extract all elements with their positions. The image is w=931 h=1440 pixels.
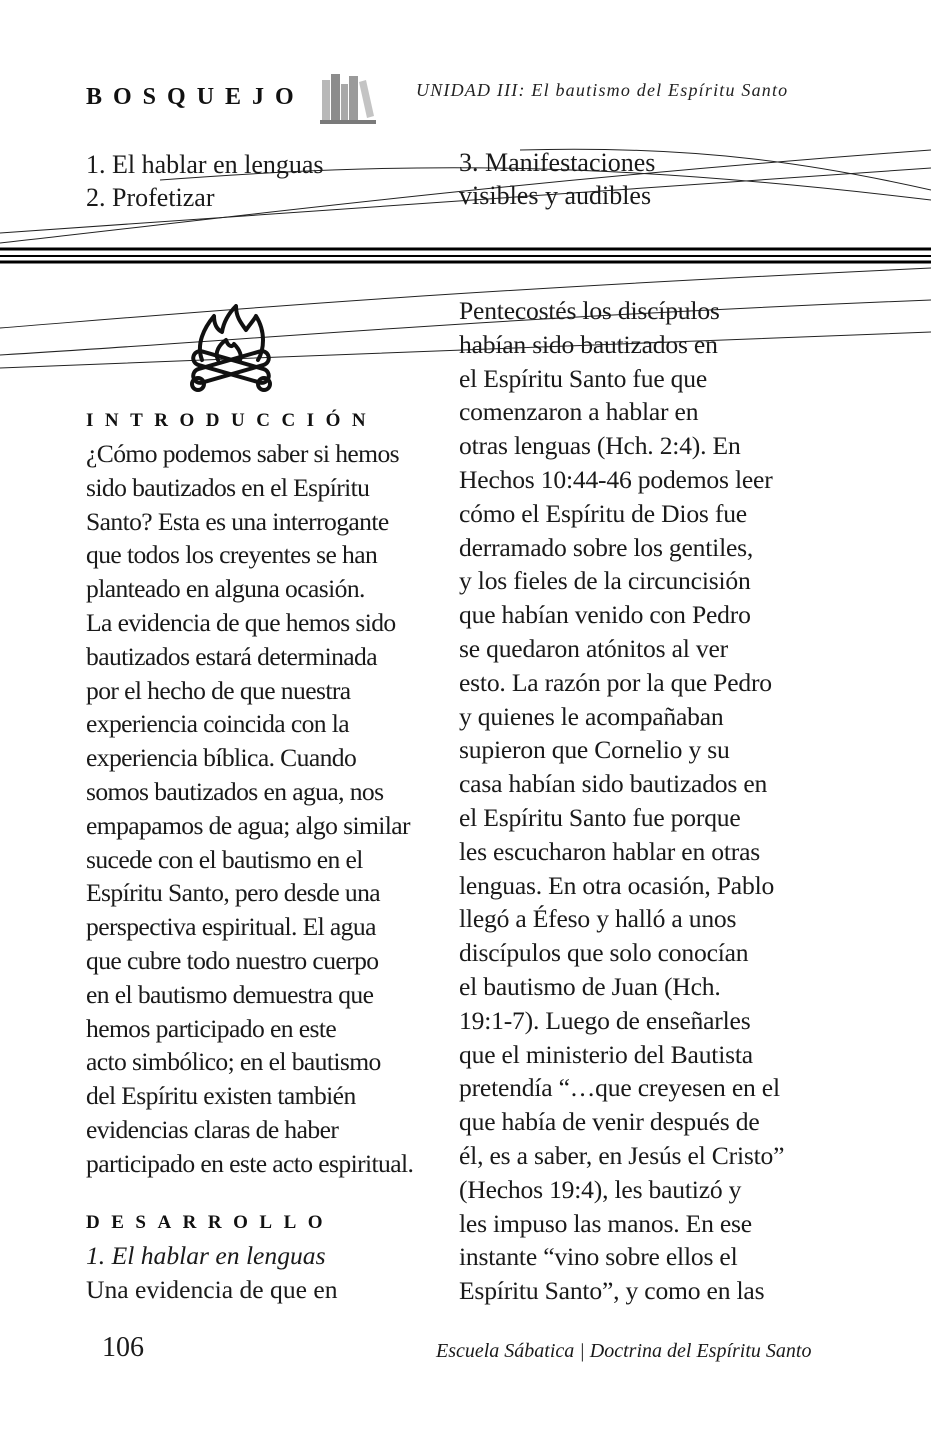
text-line: Una evidencia de que en	[86, 1275, 338, 1304]
text-line: que había de venir después de	[459, 1107, 760, 1137]
outline-left	[86, 148, 324, 214]
text-line: habían sido bautizados en	[459, 329, 718, 359]
text-line: el Espíritu Santo fue que	[459, 363, 708, 393]
campfire-icon	[184, 304, 278, 396]
text-line: él, es a saber, en Jesús el Cristo”	[459, 1140, 785, 1170]
text-line: Espíritu Santo”, y como en las	[459, 1276, 765, 1306]
text-line: somos bautizados en agua, nos	[86, 776, 384, 806]
text-line: (Hechos 19:4), les bautizó y	[459, 1174, 742, 1204]
text-line: Espíritu Santo, pero desde una	[86, 878, 381, 908]
text-line: empapamos de agua; algo similar	[86, 810, 410, 840]
text-line: en el bautismo demuestra que	[86, 979, 374, 1009]
outline-item: 2. Profetizar	[86, 183, 215, 212]
text-line: Santo? Esta es una interrogante	[86, 506, 389, 536]
text-line: les impuso las manos. En ese	[459, 1208, 752, 1238]
text-line: 19:1-7). Luego de enseñarles	[459, 1005, 751, 1035]
text-line: el bautismo de Juan (Hch.	[459, 971, 721, 1001]
text-line: evidencias claras de haber	[86, 1114, 339, 1144]
text-line: que cubre todo nuestro cuerpo	[86, 945, 379, 975]
text-line: se quedaron atónitos al ver	[459, 633, 728, 663]
text-line: experiencia coincida con la	[86, 709, 350, 739]
text-line: que el ministerio del Bautista	[459, 1039, 753, 1069]
page-number: 106	[102, 1332, 144, 1363]
outline-right	[459, 146, 655, 212]
text-line: sido bautizados en el Espíritu	[86, 472, 370, 502]
text-line: acto simbólico; en el bautismo	[86, 1047, 381, 1077]
text-line: que habían venido con Pedro	[459, 600, 751, 630]
development-body	[86, 1273, 338, 1307]
text-line: y los fieles de la circuncisión	[459, 566, 751, 596]
introduction-title: INTRODUCCIÓN	[86, 410, 378, 431]
text-line: lenguas. En otra ocasión, Pablo	[459, 870, 775, 900]
text-line: por el hecho de que nuestra	[86, 675, 351, 705]
text-line: participado en este acto espiritual.	[86, 1148, 414, 1178]
text-line: bautizados estará determinada	[86, 641, 377, 671]
text-line: perspectiva espiritual. El agua	[86, 912, 376, 942]
text-line: otras lenguas (Hch. 2:4). En	[459, 431, 741, 461]
text-line: La evidencia de que hemos sido	[86, 607, 396, 637]
text-line: supieron que Cornelio y su	[459, 735, 730, 765]
text-line: les escucharon hablar en otras	[459, 836, 760, 866]
text-line: experiencia bíblica. Cuando	[86, 743, 357, 773]
development-subtitle: 1. El hablar en lenguas	[86, 1241, 326, 1270]
text-line: ¿Cómo podemos saber si hemos	[86, 439, 400, 468]
outline-item: 3. Manifestaciones	[459, 148, 656, 177]
introduction-body	[86, 437, 413, 1181]
text-line: derramado sobre los gentiles,	[459, 532, 754, 562]
text-line: y quienes le acompañaban	[459, 701, 724, 731]
unit-title: UNIDAD III: El bautismo del Espíritu Santo	[416, 80, 789, 100]
text-line: discípulos que solo conocían	[459, 938, 749, 968]
text-line: hemos participado en este	[86, 1013, 337, 1043]
text-line: del Espíritu existen también	[86, 1081, 356, 1111]
text-line: sucede con el bautismo en el	[86, 844, 363, 874]
outline-item: visibles y audibles	[459, 181, 652, 210]
right-column-body	[459, 294, 784, 1308]
text-line: planteado en alguna ocasión.	[86, 574, 365, 604]
text-line: Pentecostés los discípulos	[459, 296, 720, 325]
text-line: el Espíritu Santo fue porque	[459, 802, 741, 832]
text-line: comenzaron a hablar en	[459, 397, 699, 427]
text-line: cómo el Espíritu de Dios fue	[459, 498, 747, 528]
text-line: llegó a Éfeso y halló a unos	[459, 904, 737, 934]
text-line: casa habían sido bautizados en	[459, 769, 768, 799]
books-icon	[318, 70, 378, 126]
section-label: BOSQUEJO	[86, 84, 305, 110]
text-line: pretendía “…que creyesen en el	[459, 1073, 780, 1103]
text-line: instante “vino sobre ellos el	[459, 1242, 738, 1272]
outline-item: 1. El hablar en lenguas	[86, 150, 324, 179]
text-line: que todos los creyentes se han	[86, 540, 378, 570]
footer-text: Escuela Sábatica | Doctrina del Espíritu Santo	[436, 1340, 812, 1362]
development-title: DESARROLLO	[86, 1212, 335, 1233]
text-line: Hechos 10:44-46 podemos leer	[459, 464, 773, 494]
text-line: esto. La razón por la que Pedro	[459, 667, 772, 697]
